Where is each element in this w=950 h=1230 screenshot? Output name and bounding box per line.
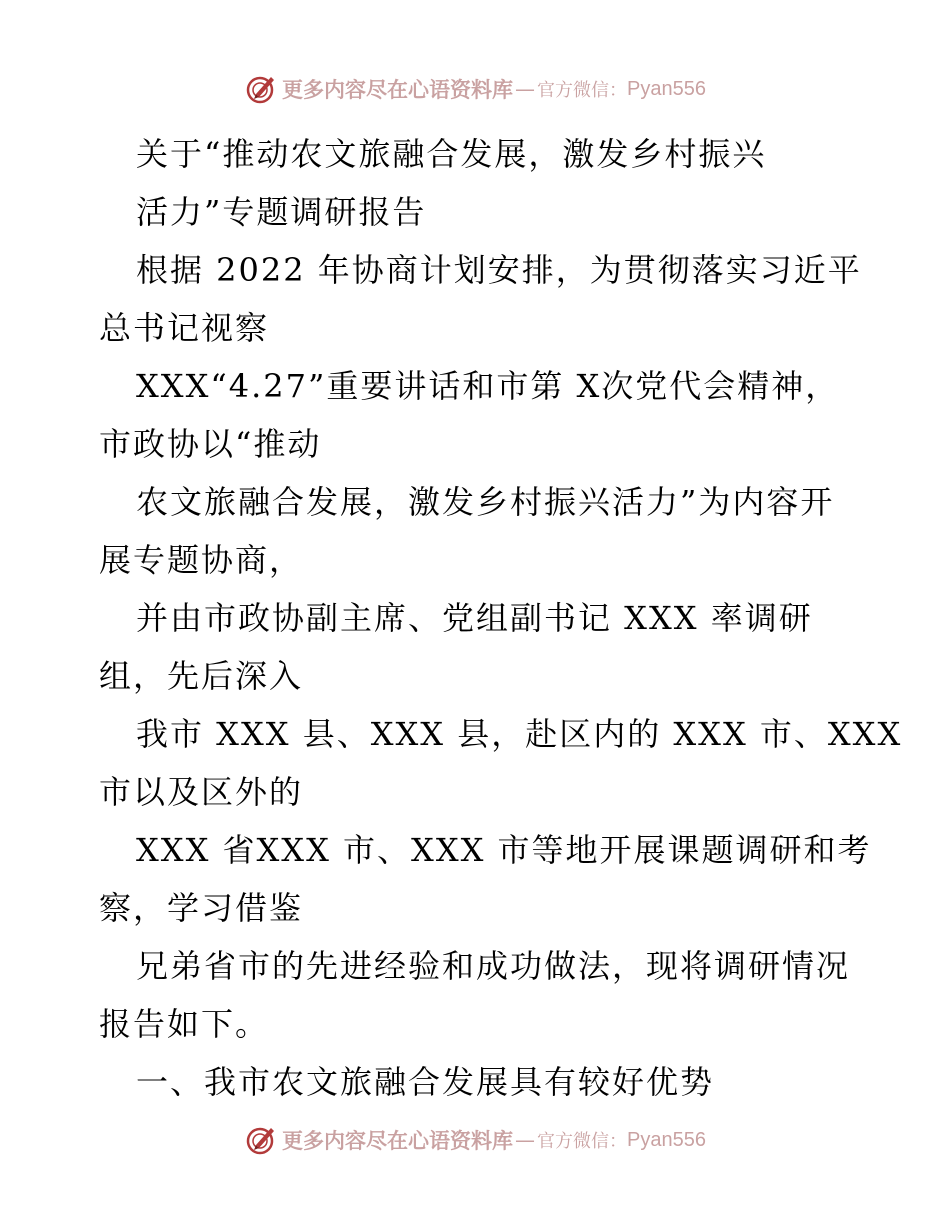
watermark-main-text: 更多内容尽在心语资料库 <box>282 1128 514 1153</box>
title-line-1: 关于“推动农文旅融合发展，激发乡村振兴 <box>136 135 767 173</box>
watermark-wechat-id: Pyan556 <box>627 1128 706 1151</box>
paragraph-line: 展专题协商， <box>99 541 304 579</box>
paragraph-line: 根据 2022 年协商计划安排，为贯彻落实习近平 <box>136 251 862 289</box>
watermark-wechat-id: Pyan556 <box>627 77 706 100</box>
watermark-main-text: 更多内容尽在心语资料库 <box>282 77 514 102</box>
watermark-sub-text: 官方微信： <box>537 1131 628 1152</box>
watermark-dash: — <box>515 1128 536 1152</box>
title-line-2: 活力”专题调研报告 <box>136 193 427 231</box>
paragraph-line: 农文旅融合发展，激发乡村振兴活力”为内容开 <box>136 483 835 521</box>
paragraph-line: 总书记视察 <box>99 309 270 347</box>
paragraph-line: 兄弟省市的先进经验和成功做法，现将调研情况 <box>136 947 851 985</box>
section-heading: 一、我市农文旅融合发展具有较好优势 <box>136 1063 715 1101</box>
paragraph-line: 我市 XXX 县、XXX 县，赴区内的 XXX 市、XXX <box>136 715 903 753</box>
pen-logo-icon <box>244 1123 278 1157</box>
document-body <box>99 125 903 1111</box>
paragraph-line: 并由市政协副主席、党组副书记 XXX 率调研 <box>136 599 813 637</box>
paragraph-line: XXX 省XXX 市、XXX 市等地开展课题调研和考 <box>136 831 872 869</box>
paragraph-line: XXX“4.27”重要讲话和市第 X次党代会精神， <box>136 367 840 405</box>
paragraph-line: 察，学习借鉴 <box>99 889 304 927</box>
footer-watermark <box>0 1122 950 1158</box>
header-watermark <box>0 71 950 107</box>
paragraph-line: 报告如下。 <box>99 1005 270 1043</box>
paragraph-line: 市以及区外的 <box>99 773 304 811</box>
watermark-dash: — <box>515 77 536 101</box>
paragraph-line: 组，先后深入 <box>99 657 304 695</box>
pen-logo-icon <box>244 72 278 106</box>
watermark-sub-text: 官方微信： <box>537 80 628 101</box>
paragraph-line: 市政协以“推动 <box>99 425 322 463</box>
